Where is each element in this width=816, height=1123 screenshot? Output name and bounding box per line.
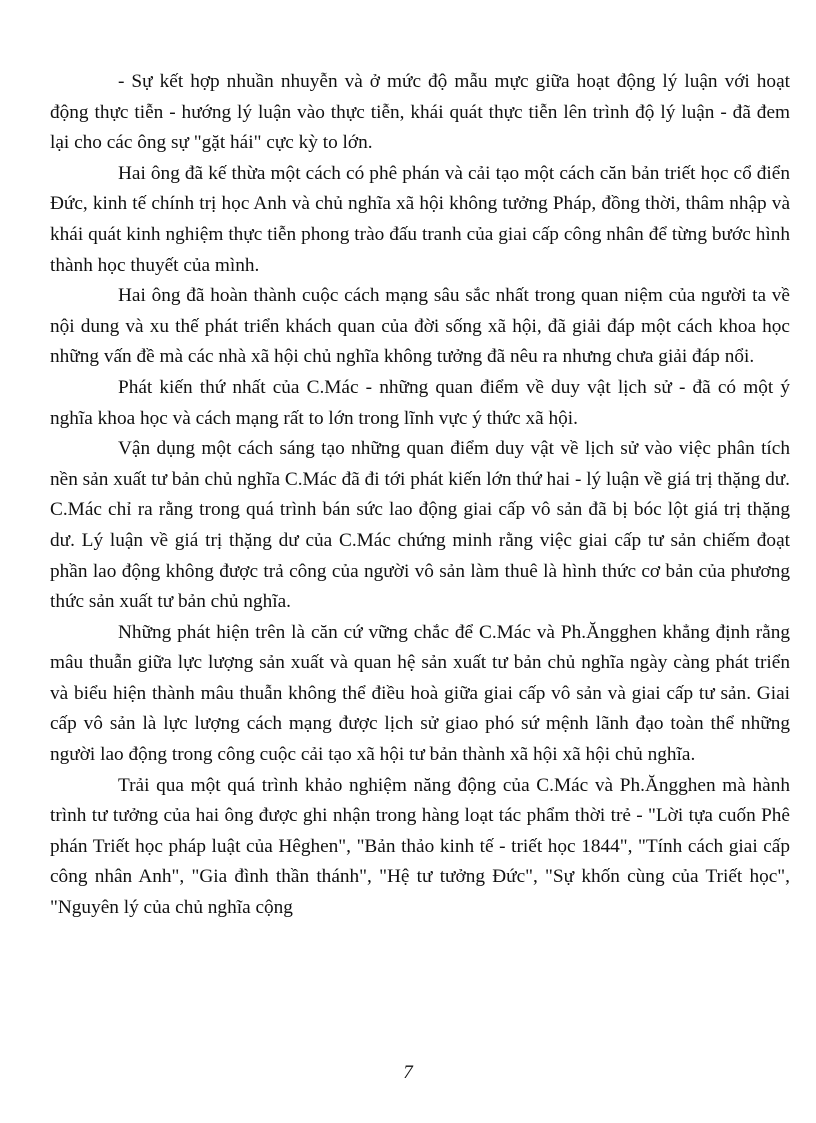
paragraph-4: Phát kiến thứ nhất của C.Mác - những quan điểm về duy vật lịch sử - đã có một ý nghĩa khoa học và cách mạng rất to lớn trong lĩnh vực ý thức xã hội. [50, 376, 790, 429]
paragraph-3: Hai ông đã hoàn thành cuộc cách mạng sâu sắc nhất trong quan niệm của người ta về nội dung và xu thế phát triển khách quan của đời sống xã hội, đã giải đáp một cách khoa học những vấn đề mà các nhà xã hội chủ nghĩa không tưởng đã nêu ra nhưng chưa giải đáp nổi. [50, 285, 790, 368]
paragraph-6: Những phát hiện trên là căn cứ vững chắc để C.Mác và Ph.Ăngghen khẳng định rằng mâu thuẫn giữa lực lượng sản xuất và quan hệ sản xuất tư bản chủ nghĩa ngày càng phát triển và biểu hiện thành mâu thuẫn không thể điều hoà giữa giai cấp vô sản và giai cấp tư sản. Giai cấp vô sản là lực lượng cách mạng được lịch sử giao phó sứ mệnh lãnh đạo toàn thể những người lao động trong công cuộc cải tạo xã hội tư bản thành xã hội xã hội chủ nghĩa. [50, 621, 790, 766]
paragraph-1: - Sự kết hợp nhuần nhuyễn và ở mức độ mẫu mực giữa hoạt động lý luận với hoạt động thực tiễn - hướng lý luận vào thực tiễn, khái quát thực tiễn lên trình độ lý luận - đã đem lại cho các ông sự "gặt hái" cực kỳ to lớn. [50, 71, 790, 154]
paragraph-7: Trải qua một quá trình khảo nghiệm năng động của C.Mác và Ph.Ăngghen mà hành trình tư tưởng của hai ông được ghi nhận trong hàng loạt tác phẩm thời trẻ - "Lời tựa cuốn Phê phán Triết học pháp luật của Hêghen", "Bản thảo kinh tế - triết học 1844", "Tính cách giai cấp công nhân Anh", "Gia đình thần thánh", "Hệ tư tưởng Đức", "Sự khốn cùng của Triết học", "Nguyên lý của chủ nghĩa cộng [50, 774, 790, 919]
paragraph-2: Hai ông đã kế thừa một cách có phê phán và cải tạo một cách căn bản triết học cổ điển Đức, kinh tế chính trị học Anh và chủ nghĩa xã hội không tưởng Pháp, đồng thời, thâm nhập và khái quát kinh nghiệm thực tiễn phong trào đấu tranh của giai cấp công nhân để từng bước hình thành học thuyết của mình. [50, 162, 790, 276]
page-number: 7 [403, 1062, 413, 1083]
paragraph-5: Vận dụng một cách sáng tạo những quan điểm duy vật về lịch sử vào việc phân tích nền sản xuất tư bản chủ nghĩa C.Mác đã đi tới phát kiến lớn thứ hai - lý luận về giá trị thặng dư. C.Mác chỉ ra rằng trong quá trình bán sức lao động giai cấp vô sản đã bị bóc lột giá trị thặng dư. Lý luận về giá trị thặng dư của C.Mác chứng minh rằng việc giai cấp tư sản chiếm đoạt phần lao động không được trả công của người vô sản làm thuê là hình thức cơ bản của phương thức sản xuất tư bản chủ nghĩa. [50, 438, 790, 613]
page-body [50, 67, 790, 924]
